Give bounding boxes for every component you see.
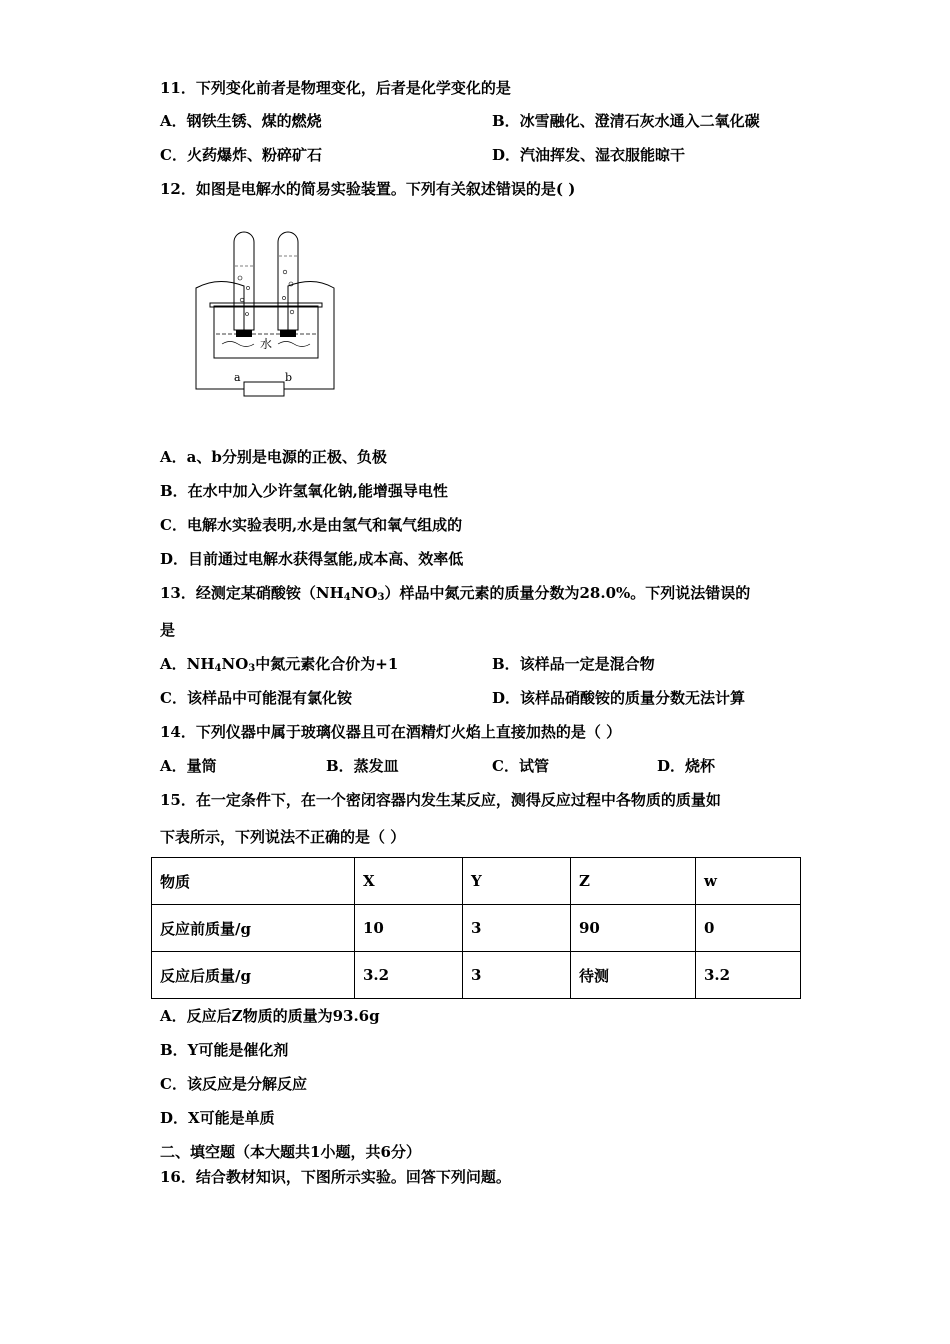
q12-option-d: D．目前通过电解水获得氢能,成本高、效率低 — [160, 550, 464, 568]
q12-option-a: A．a、b分别是电源的正极、负极 — [160, 448, 387, 466]
q15-option-c: C．该反应是分解反应 — [160, 1075, 307, 1093]
q11-option-b: B．冰雪融化、澄清石灰水通入二氧化碳 — [492, 112, 760, 130]
table-cell: w — [696, 858, 801, 905]
q15-option-b: B．Y可能是催化剂 — [160, 1041, 289, 1059]
table-header-row — [152, 858, 801, 905]
table-cell: 物质 — [152, 858, 355, 905]
label-b: b — [285, 371, 293, 384]
q11-stem: 11．下列变化前者是物理变化，后者是化学变化的是 — [160, 79, 511, 97]
q12-option-b: B．在水中加入少许氢氧化钠,能增强导电性 — [160, 482, 448, 500]
right-electrode — [280, 330, 296, 337]
table-cell: 10 — [355, 905, 463, 952]
mass-table — [151, 857, 801, 999]
q11-option-d: D．汽油挥发、湿衣服能晾干 — [492, 146, 686, 164]
table-cell: 反应前质量/g — [152, 905, 355, 952]
q13-option-d: D．该样品硝酸铵的质量分数无法计算 — [492, 689, 746, 707]
table-cell: 90 — [571, 905, 696, 952]
q11-option-c: C．火药爆炸、粉碎矿石 — [160, 146, 322, 164]
table-row — [152, 952, 801, 999]
table-cell: 0 — [696, 905, 801, 952]
q12-stem: 12．如图是电解水的简易实验装置。下列有关叙述错误的是( ) — [160, 180, 576, 198]
q14-option-d: D．烧杯 — [657, 757, 716, 775]
table-cell: 3 — [463, 952, 571, 999]
q13-option-b: B．该样品一定是混合物 — [492, 655, 655, 673]
q14-stem: 14．下列仪器中属于玻璃仪器且可在酒精灯火焰上直接加热的是（ ） — [160, 723, 622, 741]
q15-stem-line2: 下表所示，下列说法不正确的是（ ） — [160, 828, 406, 846]
table-cell: Y — [463, 858, 571, 905]
label-water: 水 — [260, 337, 273, 351]
power-source — [244, 382, 284, 396]
label-a: a — [234, 371, 241, 384]
q14-option-a: A．量筒 — [160, 757, 217, 775]
left-electrode — [236, 330, 252, 337]
q15-stem: 15．在一定条件下，在一个密闭容器内发生某反应，测得反应过程中各物质的质量如 — [160, 791, 721, 809]
table-cell: X — [355, 858, 463, 905]
table-cell: 3.2 — [696, 952, 801, 999]
table-row — [152, 905, 801, 952]
q16-stem: 16．结合教材知识，下图所示实验。回答下列问题。 — [160, 1168, 511, 1186]
q12-option-c: C．电解水实验表明,水是由氢气和氧气组成的 — [160, 516, 463, 534]
q13-option-c: C．该样品中可能混有氯化铵 — [160, 689, 352, 707]
table-cell: Z — [571, 858, 696, 905]
q13-stem: 13．经测定某硝酸铵$(NH_4NO_3)$样品中氮元素的质量分数为28.0%。下列说法错误的 — [160, 584, 751, 603]
q15-option-a: A．反应后Z物质的质量为93.6g — [160, 1007, 380, 1025]
q11-option-a: A．钢铁生锈、煤的燃烧 — [160, 112, 322, 130]
q15-option-d: D．X可能是单质 — [160, 1109, 275, 1127]
table-cell: 待测 — [571, 952, 696, 999]
electrolysis-apparatus-diagram — [188, 226, 348, 401]
q14-option-c: C．试管 — [492, 757, 549, 775]
table-cell: 反应后质量/g — [152, 952, 355, 999]
q13-option-a: A．$NH_4NO_3$中氮元素化合价为+1 — [160, 655, 399, 674]
q13-stem-line2: 是 — [160, 621, 176, 639]
table-cell: 3.2 — [355, 952, 463, 999]
table-cell: 3 — [463, 905, 571, 952]
q14-option-b: B．蒸发皿 — [326, 757, 399, 775]
section-heading: 二、填空题（本大题共1小题，共6分） — [160, 1143, 421, 1161]
